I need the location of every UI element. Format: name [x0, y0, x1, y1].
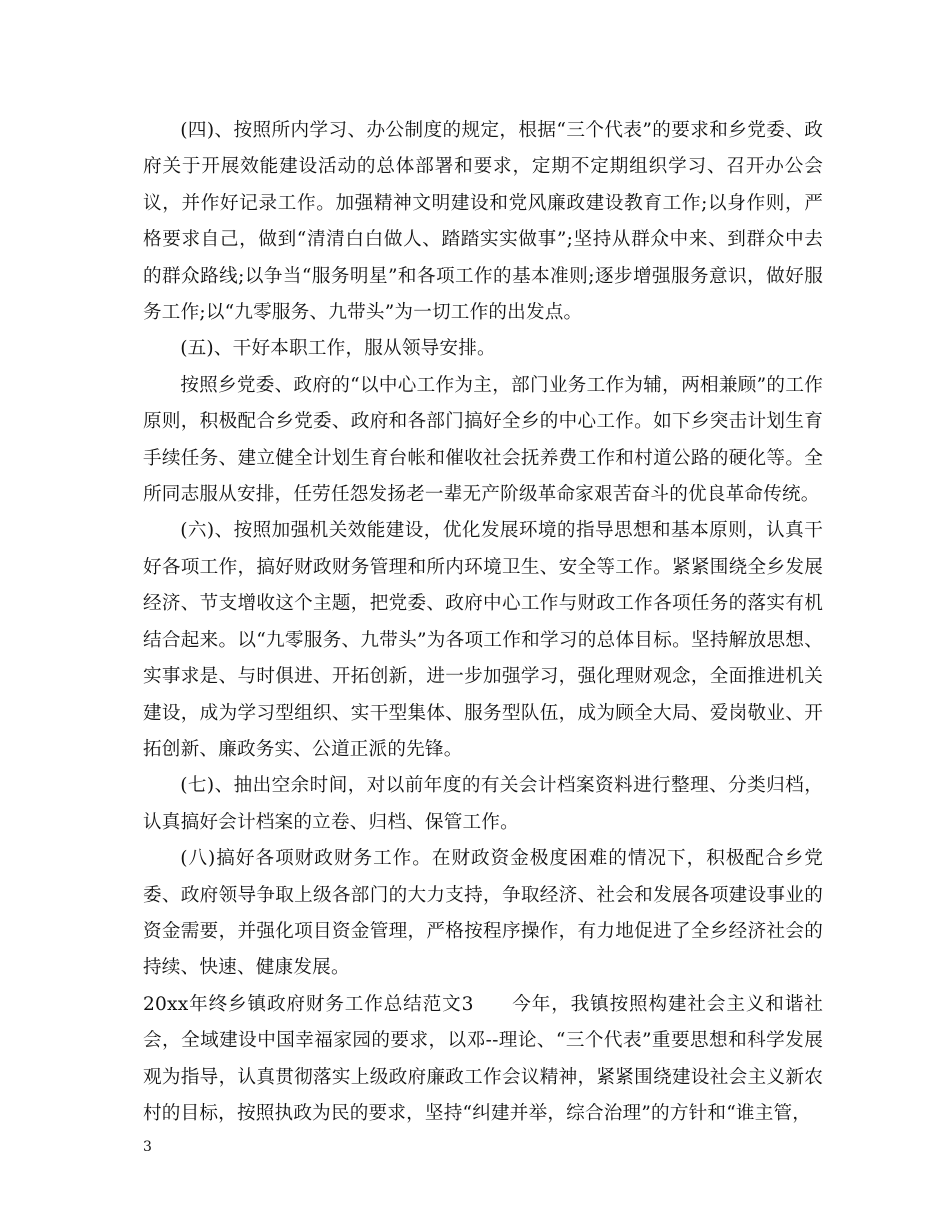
document-body	[143, 113, 823, 1132]
paragraph-eight: (八)搞好各项财政财务工作。在财政资金极度困难的情况下，积极配合乡党委、政府领导争取上级各部门的大力支持，争取经济、社会和发展各项建设事业的资金需要，并强化项目资金管理，严格按程序操作，有力地促进了全乡经济社会的持续、快速、健康发展。	[143, 848, 823, 979]
paragraph-six: (六)、按照加强机关效能建设，优化发展环境的指导思想和基本原则，认真干好各项工作，搞好财政财务管理和所内环境卫生、安全等工作。紧紧围绕全乡发展经济、节支增收这个主题，把党委、政府中心工作与财政工作各项任务的落实有机结合起来。以“九零服务、九带头”为各项工作和学习的总体目标。坚持解放思想、实事求是、与时俱进、开拓创新，进一步加强学习，强化理财观念，全面推进机关建设，成为学习型组织、实干型集体、服务型队伍，成为顾全大局、爱岗敬业、开拓创新、廉政务实、公道正派的先锋。	[143, 520, 823, 760]
paragraph-five-heading: (五)、干好本职工作，服从领导安排。	[180, 338, 496, 360]
paragraph-seven: (七)、抽出空余时间，对以前年度的有关会计档案资料进行整理、分类归档，认真搞好会计档案的立卷、归档、保管工作。	[143, 775, 823, 833]
page-number: 3	[143, 1139, 152, 1155]
paragraph-four: (四)、按照所内学习、办公制度的规定，根据“三个代表”的要求和乡党委、政府关于开展效能建设活动的总体部署和要求，定期不定期组织学习、召开办公会议，并作好记录工作。加强精神文明建设和党风廉政建设教育工作;以身作则，严格要求自己，做到“清清白白做人、踏踏实实做事”;坚持从群众中来、到群众中去的群众路线;以争当“服务明星”和各项工作的基本准则;逐步增强服务意识，做好服务工作;以“九零服务、九带头”为一切工作的出发点。	[143, 120, 823, 324]
section-heading: 20xx年终乡镇政府财务工作总结范文3	[143, 993, 474, 1015]
section-text: 今年，我镇按照构建社会主义和谐社会，全域建设中国幸福家园的要求，以邓--理论、“三个代表”重要思想和科学发展观为指导，认真贯彻落实上级政府廉政工作会议精神，紧紧围绕建设社会主义新农村的目标，按照执政为民的要求，坚持“纠建并举，综合治理”的方针和“谁主管，	[143, 993, 824, 1124]
section-paragraph	[143, 987, 823, 1133]
paragraph-five-body: 按照乡党委、政府的“以中心工作为主，部门业务工作为辅，两相兼顾”的工作原则，积极配合乡党委、政府和各部门搞好全乡的中心工作。如下乡突击计划生育手续任务、建立健全计划生育台帐和催收社会抚养费工作和村道公路的硬化等。全所同志服从安排，任劳任怨发扬老一辈无产阶级革命家艰苦奋斗的优良革命传统。	[143, 374, 823, 506]
